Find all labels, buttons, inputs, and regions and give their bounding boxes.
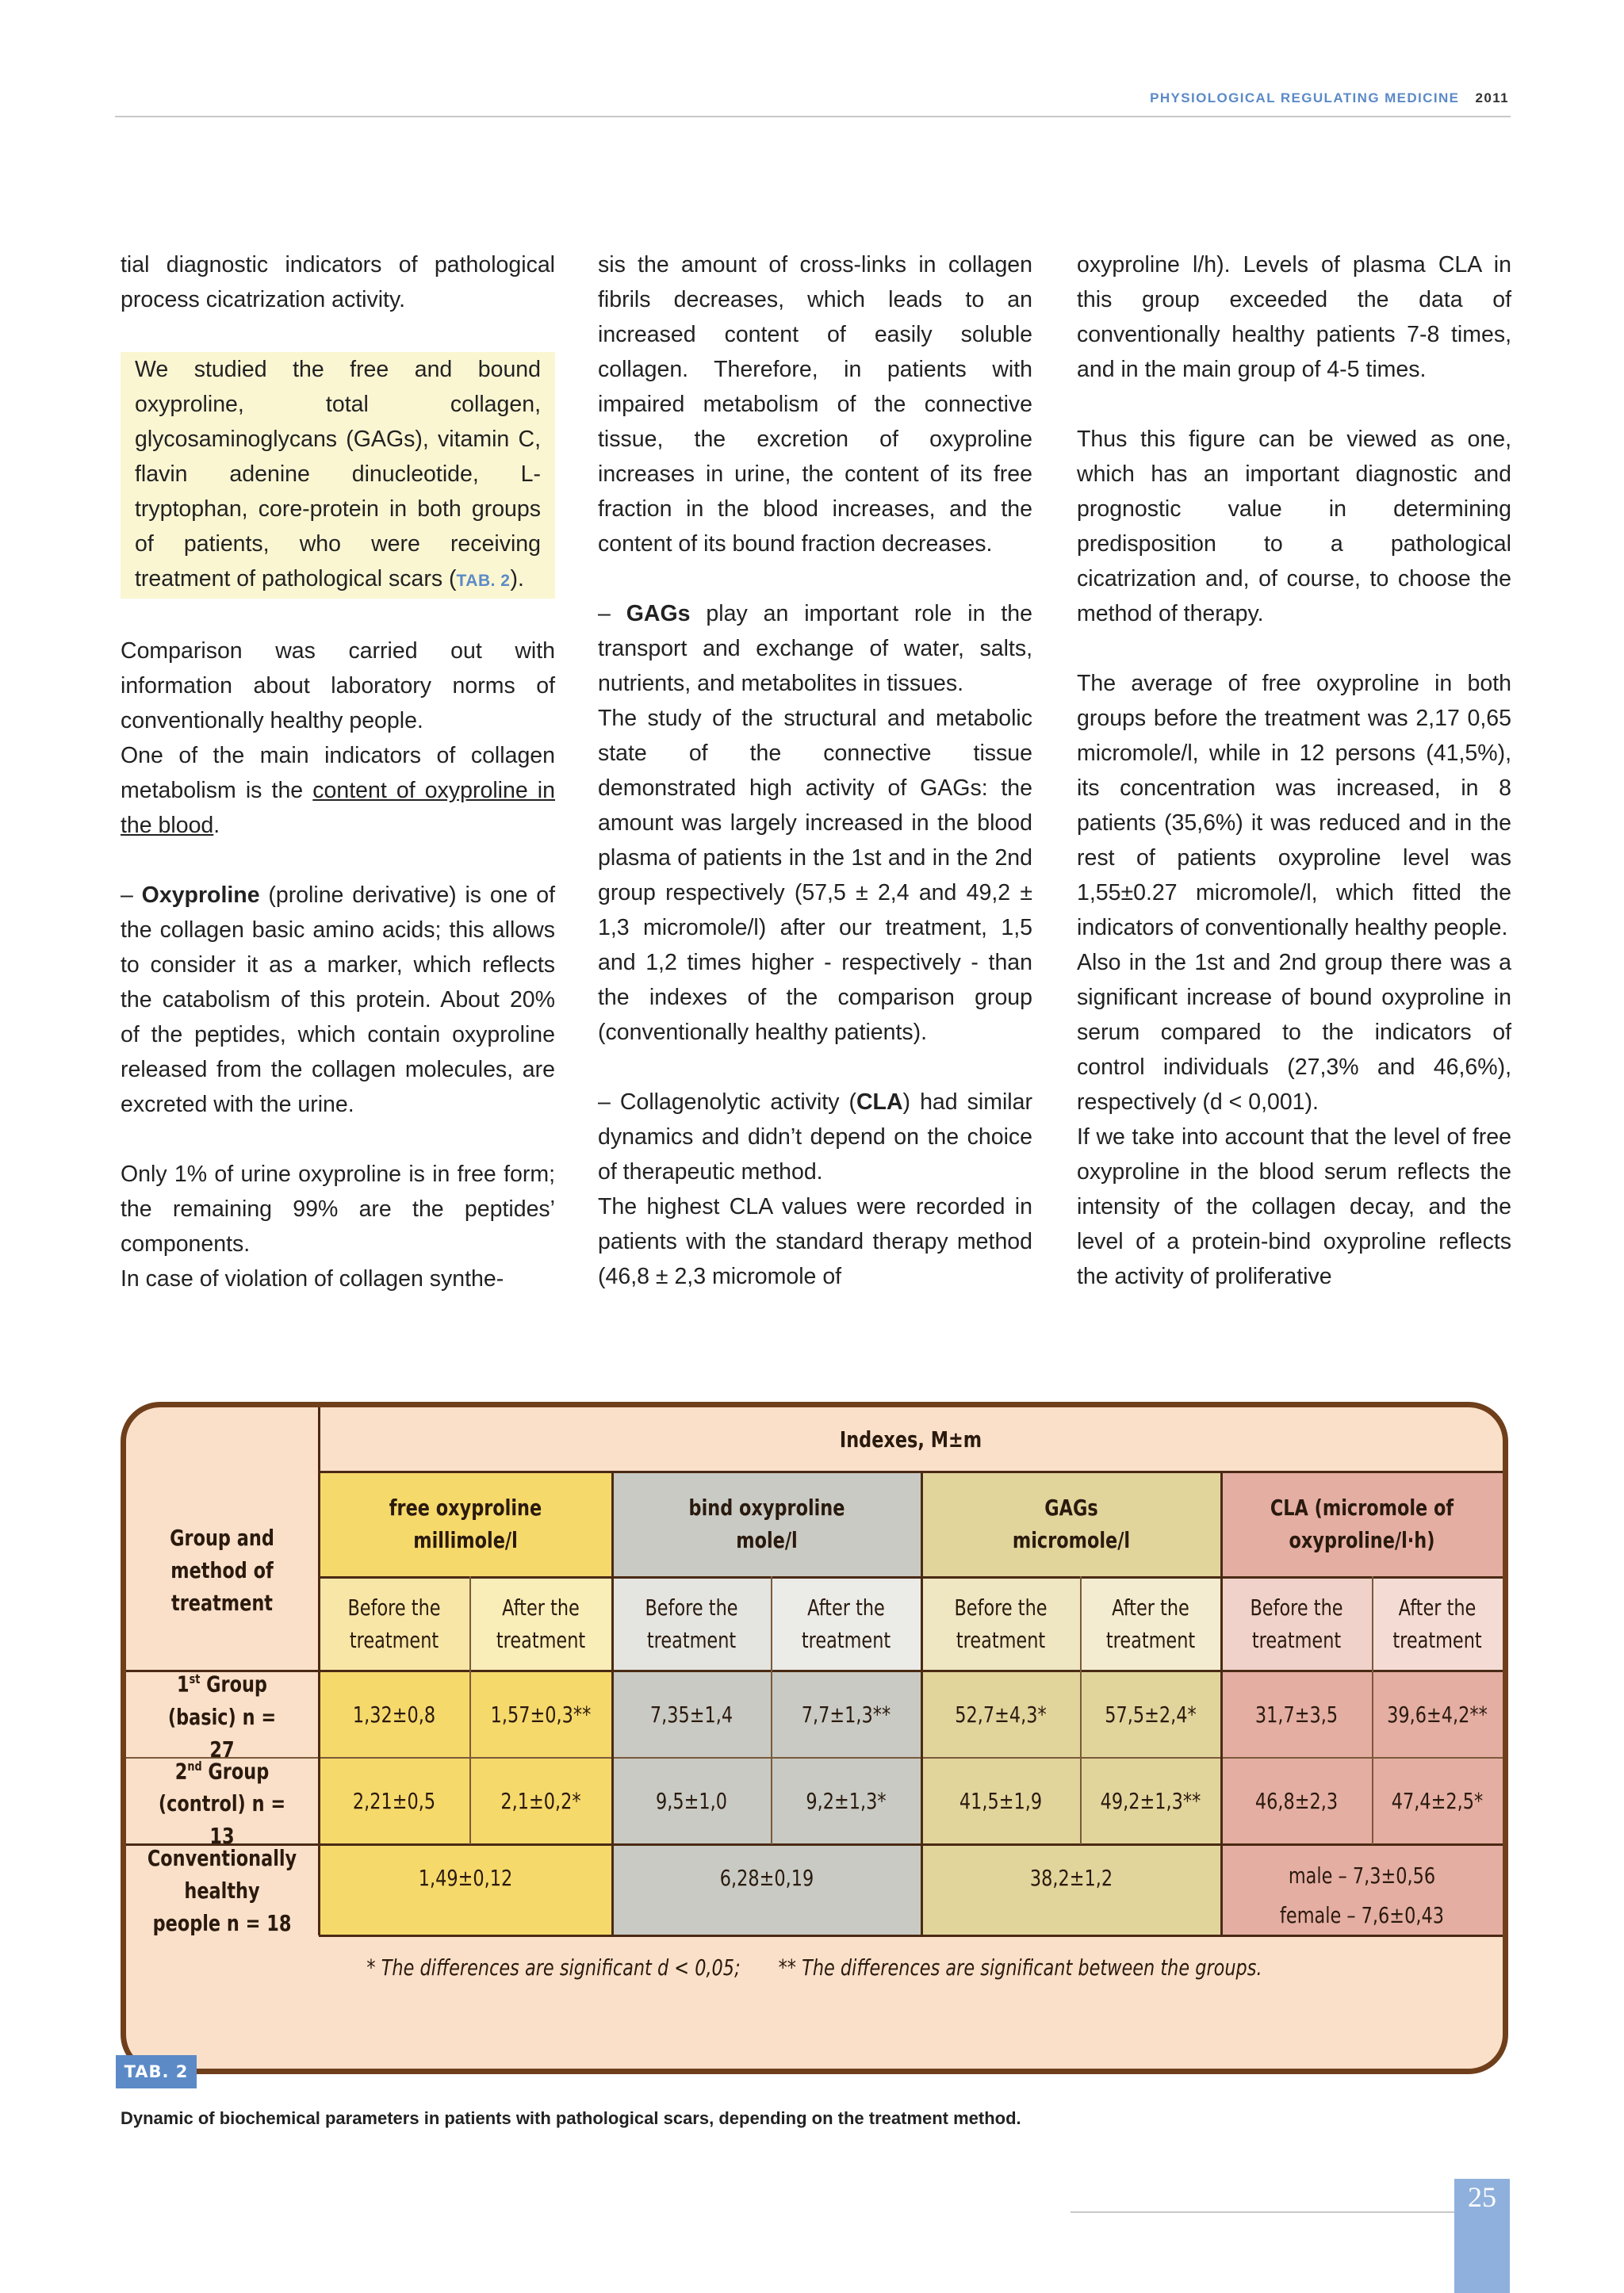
before-treatment-header: Before the treatment <box>645 1594 738 1653</box>
table-cell: 57,5±2,4* <box>1105 1701 1197 1728</box>
paragraph: The study of the structural and metabolic state of the connective tissue demonstrated high activity of GAGs: the amount was largely increased in the blood plasma of patients in the 1st and in the 2nd group respectively (57,5 ± 2,4 and 49,2 ± 1,3 micromole/l) after our treatment, 1,5 and 1,2 times higher - respectively - than the indexes of the comparison group (conventionally healthy patients). <box>598 706 1032 1045</box>
table-cell: 47,4±2,5* <box>1391 1788 1484 1814</box>
table-rule <box>1220 1471 1223 1935</box>
table-cell: female – 7,6±0,43 <box>1280 1901 1444 1928</box>
term: Oxyproline <box>141 882 260 908</box>
table-cell: 7,7±1,3** <box>801 1701 891 1728</box>
row-label-healthy: Conventionally healthy people n = 18 <box>147 1844 297 1936</box>
table-cell: 1,32±0,8 <box>352 1701 436 1728</box>
table-cell: male – 7,3±0,56 <box>1288 1862 1436 1889</box>
table-cell: 46,8±2,3 <box>1254 1788 1339 1814</box>
table-label-badge: TAB. 2 <box>116 2055 197 2088</box>
bind-oxyproline-header: bind oxyproline mole/l <box>688 1495 845 1553</box>
table-caption: Dynamic of biochemical parameters in patients with pathological scars, depending on the treatment method. <box>121 2108 1021 2128</box>
before-treatment-header: Before the treatment <box>954 1594 1048 1653</box>
journal-year: 2011 <box>1475 90 1509 105</box>
table-cell: 31,7±3,5 <box>1254 1701 1339 1728</box>
paragraph: oxyproline l/h). Levels of plasma CLA in this group exceeded the data of conventionally healthy patients 7-8 times, and in the main group of 4-5 times. <box>1077 252 1511 382</box>
before-treatment-header: Before the treatment <box>1250 1594 1343 1653</box>
paragraph: tial diagnostic indicators of pathological process cicatrization activity. <box>121 252 555 312</box>
footer-rule <box>1071 2211 1454 2213</box>
paragraph: sis the amount of cross-links in collagen fibrils decreases, which leads to an increased content of easily soluble collagen. Therefore, in patients with impaired metabolism of the connective tissue, the excretion of oxyproline increases in urine, the content of its free fraction in the blood increases, and the content of its bound fraction decreases. <box>598 252 1032 557</box>
table-rule <box>611 1471 614 1935</box>
paragraph: Also in the 1st and 2nd group there was a significant increase of bound oxyproline in serum compared to the indicators of control individuals (27,3% and 46,6%), respectively (d < 0,001). <box>1077 950 1511 1115</box>
table-cell: 2,1±0,2* <box>500 1788 581 1814</box>
highlighted-paragraph: We studied the free and bound oxyproline, total collagen, glycosaminoglycans (GAGs), vitamin C, flavin adenine dinucleotide, L-tryptophan, core-protein in both groups of patients, who were receiving treatment of pathological scars (TAB. 2). <box>121 352 555 599</box>
text-column-3 <box>1077 247 1511 1294</box>
text-column-2 <box>598 247 1032 1294</box>
paragraph: If we take into account that the level of free oxyproline in the blood serum reflects the intensity of the collagen decay, and the level of a protein-bind oxyproline reflects the activity of proliferative <box>1077 1124 1511 1289</box>
header-rule <box>115 116 1511 117</box>
table-cell: 7,35±1,4 <box>649 1701 733 1728</box>
table-rule <box>1372 1576 1373 1844</box>
table-cell: 49,2±1,3** <box>1100 1788 1201 1814</box>
paragraph: One of the main indicators of collagen metabolism is the content of oxyproline in the blood. <box>121 743 555 838</box>
table-rule <box>1080 1576 1082 1844</box>
paragraph: The highest CLA values were recorded in patients with the standard therapy method (46,8 ± 2,3 micromole of <box>598 1194 1032 1289</box>
row-label-group-1: 1st Group (basic) n = 27 <box>167 1671 277 1763</box>
data-table <box>121 1402 1508 2074</box>
table-cell: 39,6±4,2** <box>1387 1701 1488 1728</box>
table-rule <box>318 1407 320 1935</box>
table-rule <box>771 1576 772 1844</box>
term: CLA <box>856 1089 903 1115</box>
after-treatment-header: After the treatment <box>1105 1594 1196 1653</box>
after-treatment-header: After the treatment <box>1392 1594 1482 1653</box>
gags-header: GAGs micromole/l <box>1012 1495 1131 1553</box>
table-reference-link[interactable]: TAB. 2 <box>456 572 511 590</box>
table-cell: 2,21±0,5 <box>352 1788 436 1814</box>
table-rule <box>921 1471 923 1935</box>
after-treatment-header: After the treatment <box>496 1594 586 1653</box>
paragraph: Comparison was carried out with information about laboratory norms of conventionally healthy people. <box>121 638 555 733</box>
term: GAGs <box>626 601 691 626</box>
paragraph: – Oxyproline (proline derivative) is one of the collagen basic amino acids; this allows to consider it as a marker, which reflects the catabolism of this protein. About 20% of the peptides, which contain oxyproline released from the collagen molecules, are excreted with the urine. <box>121 882 555 1117</box>
journal-title: PHYSIOLOGICAL REGULATING MEDICINE <box>1150 90 1460 105</box>
page-number: 25 <box>1468 2181 1496 2213</box>
table-cell: 6,28±0,19 <box>719 1864 814 1891</box>
table-footnote: * The differences are significant d < 0,05; ** The differences are significant between the groups. <box>366 1954 1262 1981</box>
group-header: Group and method of treatment <box>170 1525 274 1616</box>
after-treatment-header: After the treatment <box>801 1594 891 1653</box>
table-cell: 41,5±1,9 <box>959 1788 1043 1814</box>
indexes-header: Indexes, M±m <box>839 1426 982 1453</box>
text-column-1 <box>121 247 555 1296</box>
paragraph: The average of free oxyproline in both groups before the treatment was 2,17 0,65 micromole/l, while in 12 persons (41,5%), its concentration was increased, in 8 patients (35,6%) it was reduced and in the rest of patients oxyproline level was 1,55±0.27 micromole/l, which fitted the indicators of conventionally healthy people. <box>1077 671 1511 940</box>
table-cell: 9,5±1,0 <box>655 1788 728 1814</box>
table-cell: 38,2±1,2 <box>1029 1864 1113 1891</box>
table-cell: 1,57±0,3** <box>490 1701 592 1728</box>
underlined-phrase: content of oxyproline in the blood <box>121 778 555 838</box>
table-rule <box>469 1576 471 1844</box>
table-cell: 52,7±4,3* <box>955 1701 1047 1728</box>
before-treatment-header: Before the treatment <box>347 1594 441 1653</box>
paragraph: – GAGs play an important role in the transport and exchange of water, salts, nutrients, and metabolites in tissues. <box>598 601 1032 696</box>
paragraph: Thus this figure can be viewed as one, which has an important diagnostic and prognostic value in determining predisposition to a pathological cicatrization and, of course, to choose the method of therapy. <box>1077 427 1511 626</box>
paragraph: In case of violation of collagen synthe- <box>121 1266 504 1292</box>
row-label-group-2: 2nd Group (control) n = 13 <box>158 1758 286 1850</box>
free-oxyproline-header: free oxyproline millimole/l <box>389 1495 542 1553</box>
paragraph: – Collagenolytic activity (CLA) had similar dynamics and didn’t depend on the choice of therapeutic method. <box>598 1089 1032 1185</box>
table-cell: 1,49±0,12 <box>418 1864 513 1891</box>
table-cell: 9,2±1,3* <box>806 1788 887 1814</box>
running-head <box>1150 90 1509 106</box>
paragraph: Only 1% of urine oxyproline is in free form; the remaining 99% are the peptides’ components. <box>121 1162 555 1257</box>
cla-header: CLA (micromole of oxyproline/l·h) <box>1270 1495 1454 1553</box>
